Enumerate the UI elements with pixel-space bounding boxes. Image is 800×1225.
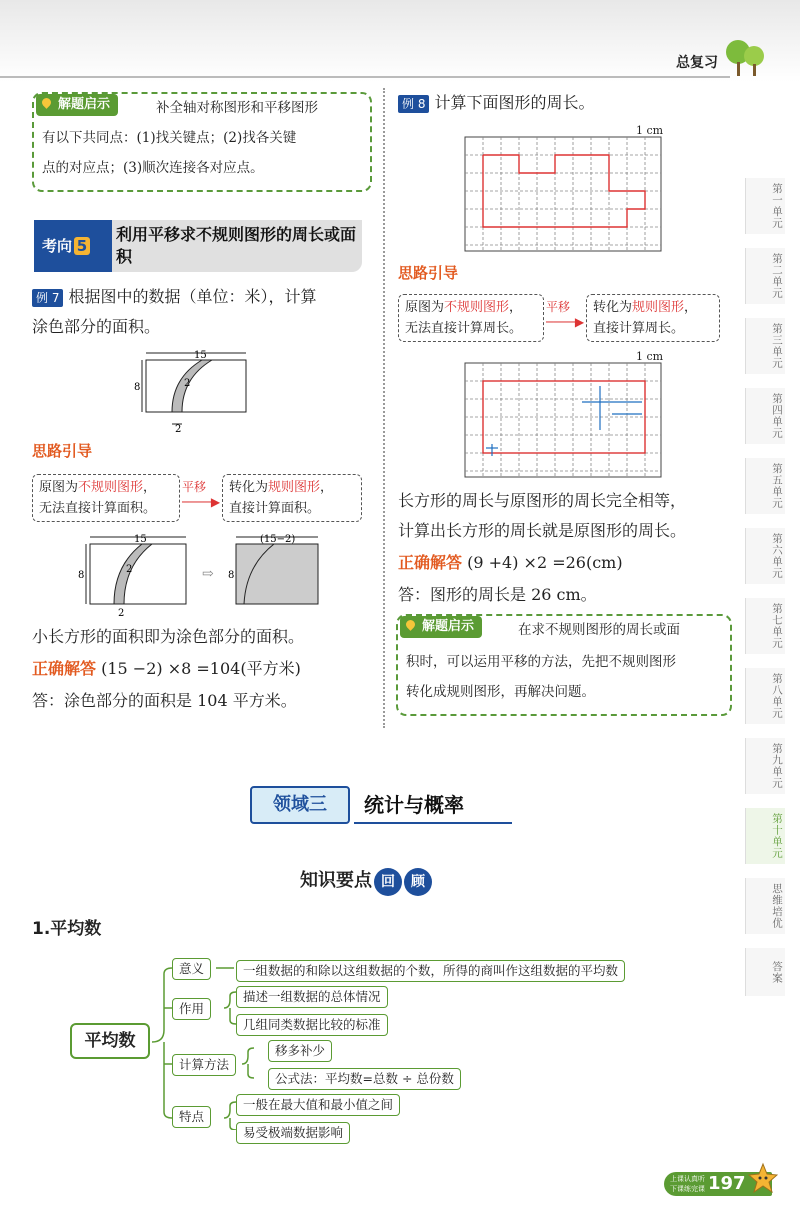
- flow-box2-right: 转化为规则图形， 直接计算周长。: [586, 294, 720, 342]
- explain-right-2: 计算出长方形的周长就是原图形的周长。: [398, 521, 687, 540]
- mm-use-1: 描述一组数据的总体情况: [236, 986, 388, 1008]
- subsection-title: 1.平均数: [32, 919, 102, 939]
- sidetab-unit7[interactable]: 第七单元: [745, 598, 785, 654]
- flow-box2-left: 转化为规则图形， 直接计算面积。: [222, 474, 362, 522]
- transform-arrow-icon: ⇨: [202, 566, 214, 582]
- star-mascot-icon: [748, 1162, 778, 1198]
- fig2-label-2b: 2: [118, 608, 125, 619]
- flow-arrow-right: 平移 ────▶: [546, 300, 585, 329]
- section-label: 领域三: [250, 786, 350, 824]
- figure-ex7-solution: [74, 532, 334, 622]
- answer-left: 正确解答 (15 −2) ×8 =104(平方米): [32, 659, 301, 678]
- explain-left: 小长方形的面积即为涂色部分的面积。: [32, 627, 305, 646]
- column-divider: [383, 88, 385, 728]
- grid-figure-1: [464, 136, 662, 252]
- kaoxiang-banner: [34, 220, 362, 272]
- kaoxiang-badge: 考向 5: [34, 220, 112, 272]
- final-left: 答：涂色部分的面积是 104 平方米。: [32, 691, 297, 710]
- fig2-label-8: 8: [78, 570, 85, 581]
- grid-unit-1: 1 cm: [636, 124, 664, 137]
- knowledge-heading: 知识要点 回 顾: [300, 866, 432, 896]
- flow-arrow-left: 平移 ────▶: [182, 480, 221, 509]
- sidetab-unit3[interactable]: 第三单元: [745, 318, 785, 374]
- explain-right-1: 长方形的周长与原图形的周长完全相等，: [398, 491, 687, 510]
- mm-meaning: 意义: [172, 958, 211, 980]
- mm-feature: 特点: [172, 1106, 211, 1128]
- silu-label-right: 思路引导: [398, 264, 459, 282]
- grid-figure-2: [464, 362, 662, 478]
- sidetab-unit5[interactable]: 第五单元: [745, 458, 785, 514]
- fig1-label-15: 15: [194, 350, 207, 361]
- fig2-label-8b: 8: [228, 570, 235, 581]
- hint-tag-1: 解题启示: [36, 94, 118, 116]
- sidetab-unit4[interactable]: 第四单元: [745, 388, 785, 444]
- section-banner: [250, 782, 512, 824]
- silu-label-left: 思路引导: [32, 442, 93, 460]
- mm-calc: 计算方法: [172, 1054, 236, 1076]
- grid-unit-2: 1 cm: [636, 350, 664, 363]
- hint2-line3: 转化成规则图形，再解决问题。: [406, 684, 595, 700]
- sidetab-unit2[interactable]: 第二单元: [745, 248, 785, 304]
- fig1-label-8: 8: [134, 382, 141, 393]
- hint1-line1: 补全轴对称图形和平移图形: [156, 100, 318, 116]
- kaoxiang-title: 利用平移求不规则图形的周长或面积: [116, 225, 357, 266]
- mm-feature-1: 一般在最大值和最小值之间: [236, 1094, 400, 1116]
- header-title: 总复习: [676, 55, 718, 71]
- sidetab-unit9[interactable]: 第九单元: [745, 738, 785, 794]
- example8: 例 8 计算下面图形的周长。: [398, 88, 595, 118]
- hint1-line2: 有以下共同点：(1)找关键点；(2)找各关键: [42, 130, 297, 146]
- example7-line2: 涂色部分的面积。: [32, 317, 161, 336]
- hint2-line2: 积时，可以运用平移的方法，先把不规则图形: [406, 654, 676, 670]
- mm-calc-2: 公式法：平均数=总数 ÷ 总份数: [268, 1068, 461, 1090]
- answer-right: 正确解答 (9 +4) ×2 =26(cm): [398, 553, 623, 572]
- hint-tag-2: 解题启示: [400, 616, 482, 638]
- hint2-line1: 在求不规则图形的周长或面: [518, 622, 680, 638]
- page-slogan: 上课认真听 下课练完课: [670, 1175, 705, 1193]
- fig2-label-15: 15: [134, 534, 147, 545]
- final-right: 答：图形的周长是 26 cm。: [398, 585, 597, 604]
- mm-calc-1: 移多补少: [268, 1040, 332, 1062]
- mm-use-2: 几组同类数据比较的标准: [236, 1014, 388, 1036]
- sidetab-answers[interactable]: 答案: [745, 948, 785, 996]
- mindmap-root: 平均数: [70, 1023, 150, 1059]
- flow-box1-left: 原图为不规则图形， 无法直接计算面积。: [32, 474, 180, 522]
- tree-icon: [724, 38, 768, 78]
- mm-meaning-text: 一组数据的和除以这组数据的个数，所得的商叫作这组数据的平均数: [236, 960, 625, 982]
- flow-box1-right: 原图为不规则图形， 无法直接计算周长。: [398, 294, 544, 342]
- fig1-label-2b: 2: [175, 424, 182, 434]
- figure-ex7: [132, 348, 252, 434]
- sidetab-unit6[interactable]: 第六单元: [745, 528, 785, 584]
- page-number: 197: [708, 1173, 746, 1194]
- sidetab-unit1[interactable]: 第一单元: [745, 178, 785, 234]
- sidetab-unit8[interactable]: 第八单元: [745, 668, 785, 724]
- hint1-line3: 点的对应点；(3)顺次连接各对应点。: [42, 160, 264, 176]
- top-divider: [0, 76, 730, 78]
- fig2-label-15m2: (15−2): [260, 534, 296, 545]
- fig2-label-2a: 2: [126, 564, 133, 575]
- sidetab-unit10[interactable]: 第十单元: [745, 808, 785, 864]
- section-title: 统计与概率: [354, 786, 512, 824]
- fig1-label-2a: 2: [184, 378, 191, 389]
- sidetab-advanced[interactable]: 思维培优: [745, 878, 785, 934]
- example7: 例 7 根据图中的数据（单位：米），计算: [32, 282, 317, 312]
- mm-use: 作用: [172, 998, 211, 1020]
- mm-feature-2: 易受极端数据影响: [236, 1122, 350, 1144]
